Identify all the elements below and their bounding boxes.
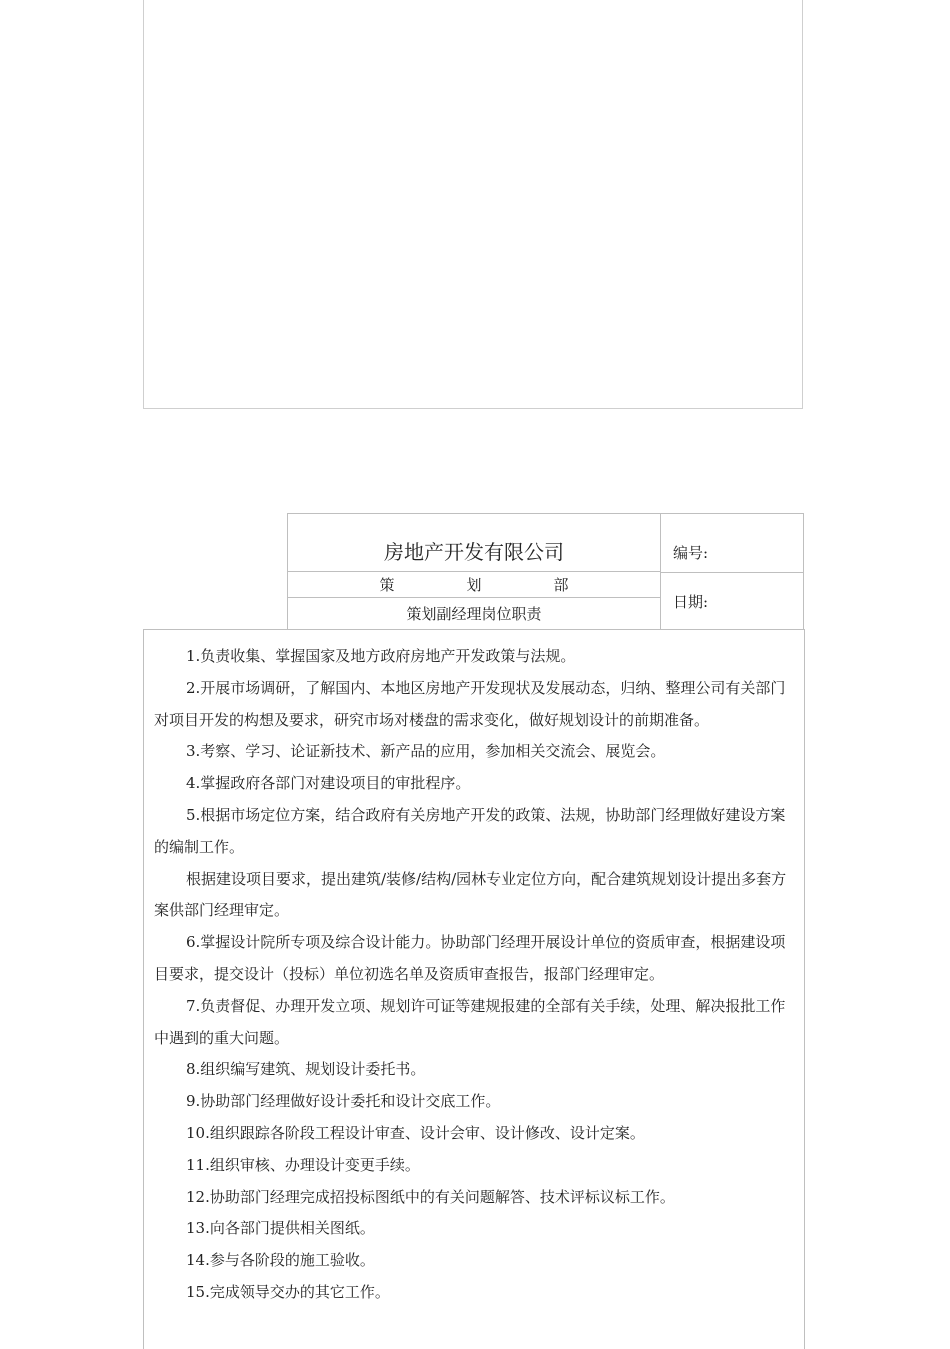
duty-item: 1.负责收集、掌握国家及地方政府房地产开发政策与法规。	[186, 647, 576, 665]
duty-item: 5.根据市场定位方案，结合政府有关房地产开发的政策、法规，协助部门经理做好建设方案的编制工作。	[154, 805, 786, 856]
duty-item: 2.开展市场调研，了解国内、本地区房地产开发现状及发展动态，归纳、整理公司有关部门对项目开发的构想及要求，研究市场对楼盘的需求变化，做好规划设计的前期准备。	[154, 678, 786, 729]
department-name: 策划部	[288, 572, 661, 598]
duty-item: 4.掌握政府各部门对建设项目的审批程序。	[186, 774, 471, 793]
duty-item: 7.负责督促、办理开发立项、规划许可证等建规报建的全部有关手续，处理、解决报批工作中遇到的重大问题。	[154, 996, 786, 1047]
duty-item: 12.协助部门经理完成招投标图纸中的有关问题解答、技术评标议标工作。	[186, 1187, 675, 1206]
duty-item: 13.向各部门提供相关图纸。	[186, 1219, 375, 1238]
duty-item: 9.协助部门经理做好设计委托和设计交底工作。	[186, 1092, 501, 1111]
code-label: 编号:	[673, 543, 709, 562]
duty-item: 10.组织跟踪各阶段工程设计审查、设计会审、设计修改、设计定案。	[186, 1123, 645, 1142]
date-label: 日期:	[661, 572, 803, 629]
duty-item: 8.组织编写建筑、规划设计委托书。	[186, 1060, 426, 1079]
position-title: 策划副经理岗位职责	[288, 598, 661, 629]
company-name: 房地产开发有限公司	[288, 514, 661, 572]
duty-item: 11.组织审核、办理设计变更手续。	[186, 1155, 420, 1174]
duty-item: 15.完成领导交办的其它工作。	[186, 1282, 390, 1301]
blank-top-frame	[143, 0, 803, 409]
duty-item: 根据建设项目要求，提出建筑/装修/结构/园林专业定位方向，配合建筑规划设计提出多套方案供部门经理审定。	[154, 869, 787, 920]
duties-list	[154, 641, 794, 1309]
duty-item: 6.掌握设计院所专项及综合设计能力。协助部门经理开展设计单位的资质审查，根据建设项目要求，提交设计（投标）单位初选名单及资质审查报告，报部门经理审定。	[154, 933, 786, 983]
duty-item: 14.参与各阶段的施工验收。	[186, 1251, 375, 1270]
duty-item: 3.考察、学习、论证新技术、新产品的应用，参加相关交流会、展览会。	[186, 742, 666, 761]
header-table	[287, 513, 804, 630]
